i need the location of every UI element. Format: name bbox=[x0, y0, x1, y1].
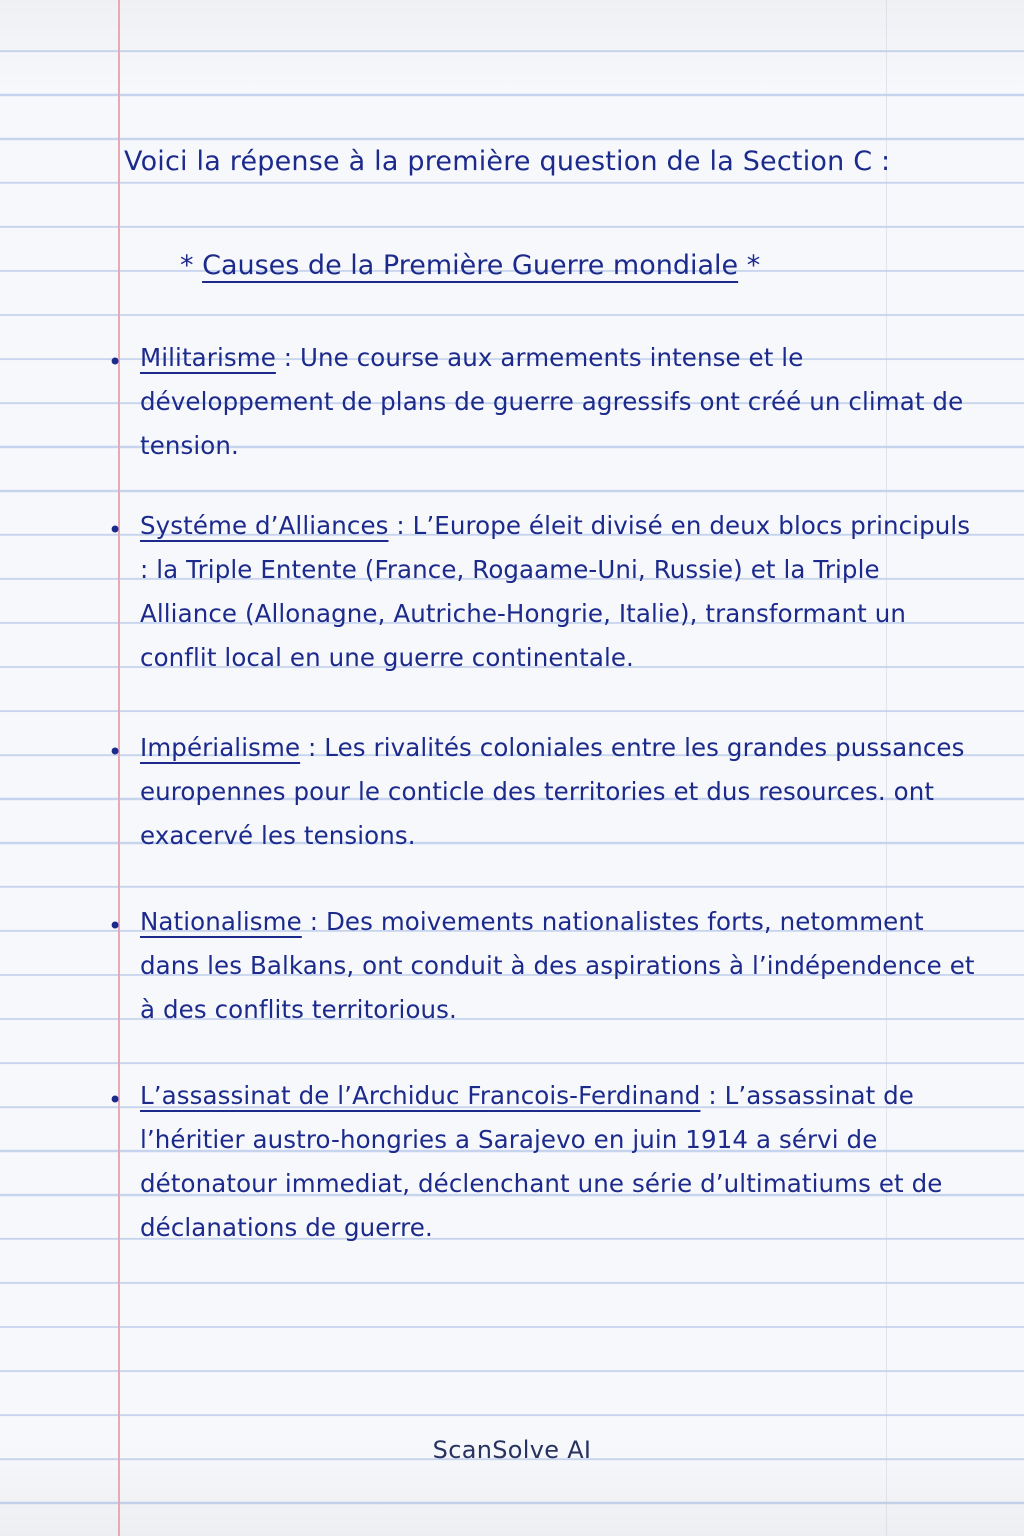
title-text: Causes de la Première Guerre mondiale bbox=[202, 250, 739, 281]
section-militarisme bbox=[108, 336, 978, 468]
section-text: L’assassinat de l’héritier austro-hongries a Sarajevo en juin 1914 a sérvi de détonatour immediat, déclenchant une série d’ultimatiums et de déclanations de guerre. bbox=[140, 1081, 943, 1242]
section-paragraph bbox=[140, 900, 978, 1032]
section-imperialisme bbox=[108, 726, 978, 858]
bullet: • bbox=[108, 738, 123, 766]
section-keyword: Systéme d’Alliances bbox=[140, 511, 389, 540]
section-separator: : bbox=[700, 1081, 725, 1110]
section-separator: : bbox=[275, 343, 301, 372]
bullet: • bbox=[108, 516, 123, 544]
section-text: Une course aux armements intense et le développement de plans de guerre agressifs ont créé un climat de tension. bbox=[140, 343, 964, 460]
section-keyword: Nationalisme bbox=[140, 907, 302, 936]
section-paragraph bbox=[140, 726, 978, 858]
section-separator: : bbox=[388, 511, 413, 540]
section-assassinat bbox=[108, 1074, 978, 1250]
title bbox=[180, 250, 760, 281]
section-separator: : bbox=[300, 733, 325, 762]
section-separator: : bbox=[301, 907, 326, 936]
section-paragraph bbox=[140, 504, 978, 680]
section-paragraph bbox=[140, 336, 978, 468]
section-paragraph bbox=[140, 1074, 978, 1250]
title-suffix: * bbox=[738, 250, 761, 281]
section-text: Les rivalités coloniales entre les grandes pussances europennes pour le conticle des territories et dus resources. ont exacervé les tensions. bbox=[140, 733, 965, 850]
section-keyword: L’assassinat de l’Archiduc Francois-Ferdinand bbox=[140, 1081, 701, 1110]
section-keyword: Impérialisme bbox=[140, 733, 301, 762]
bullet: • bbox=[108, 348, 123, 376]
section-text: Des moivements nationalistes forts, netomment dans les Balkans, ont conduit à des aspirations à l’indépendence et à des conflits territorious. bbox=[140, 907, 975, 1024]
intro-line: Voici la répense à la première question de la Section C : bbox=[124, 146, 891, 177]
bullet: • bbox=[108, 1086, 123, 1114]
title-prefix: * bbox=[180, 250, 203, 281]
section-nationalisme bbox=[108, 900, 978, 1032]
section-alliances bbox=[108, 504, 978, 680]
bullet: • bbox=[108, 912, 123, 940]
section-text: L’Europe éleit divisé en deux blocs principuls : la Triple Entente (France, Rogaame-Uni, Russie) et la Triple Alliance (Allonagne, Autriche-Hongrie, Italie), transformant un conflit local en une guerre continentale. bbox=[140, 511, 971, 672]
footer-brand: ScanSolve AI bbox=[432, 1436, 592, 1464]
section-keyword: Militarisme bbox=[140, 343, 276, 372]
